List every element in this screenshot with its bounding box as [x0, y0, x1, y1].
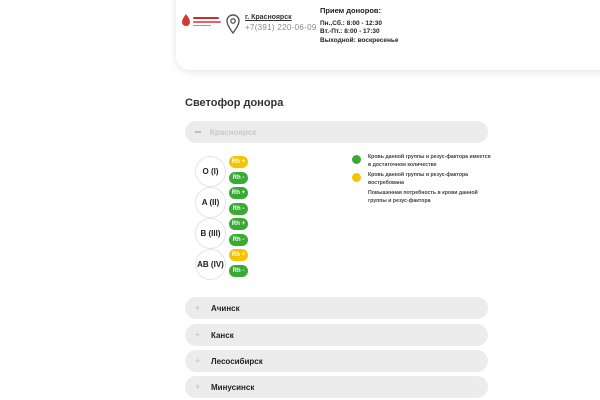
plus-icon: +: [195, 302, 201, 313]
rh-positive-badge: Rh +: [229, 218, 248, 230]
yellow-dot-icon: [352, 173, 361, 182]
blood-group-label: A (II): [195, 187, 226, 218]
rh-positive-badge: Rh +: [229, 187, 248, 199]
blood-drop-icon: [182, 14, 190, 26]
city-accordion[interactable]: [185, 297, 488, 319]
plus-icon: +: [195, 329, 201, 340]
city-accordion[interactable]: [185, 376, 488, 398]
city-name: Канск: [211, 330, 234, 340]
logo-line: [193, 21, 221, 23]
city-name: Ачинск: [211, 303, 240, 313]
hours-title: Прием доноров:: [320, 6, 382, 15]
plus-icon: +: [195, 381, 201, 392]
hours-row: Вт.-Пт.: 8:00 - 17:30: [320, 28, 380, 35]
logo-line: [193, 17, 219, 19]
blood-group-row: [195, 249, 255, 280]
city-accordion[interactable]: [185, 324, 488, 346]
rh-positive-badge: Rh +: [229, 249, 248, 261]
city-name: Лесосибирск: [211, 356, 263, 366]
legend-text: Кровь данной группы и резус-фактора имеется в достаточном количестве: [368, 154, 491, 168]
city-accordion-active[interactable]: [185, 121, 488, 143]
city-name: Минусинск: [211, 382, 255, 392]
blood-group-label: AB (IV): [195, 249, 226, 280]
city-link[interactable]: г. Красноярск: [245, 14, 292, 21]
section-title: Светофор донора: [185, 97, 284, 109]
blood-drop-logo-icon[interactable]: [182, 14, 222, 30]
minus-icon: [195, 131, 201, 133]
rh-negative-badge: Rh -: [229, 234, 248, 246]
logo-line: [193, 25, 211, 26]
city-name: Красноярск: [210, 127, 257, 137]
blood-group-row: [195, 218, 255, 249]
rh-negative-badge: Rh -: [229, 265, 248, 277]
green-dot-icon: [352, 155, 361, 164]
city-accordion[interactable]: [185, 350, 488, 372]
blood-group-label: B (III): [195, 218, 226, 249]
hours-row: Выходной: воскресенье: [320, 36, 399, 44]
blood-group-label: O (I): [195, 156, 226, 187]
location-pin-icon: [226, 14, 240, 34]
legend-text: Кровь данной группы и резус-фактора востребована: [368, 172, 469, 186]
donor-hours: [320, 7, 399, 45]
blood-group-row: [195, 156, 255, 187]
rh-negative-badge: Rh -: [229, 203, 248, 215]
rh-negative-badge: Rh -: [229, 172, 248, 184]
hours-row: Пн.,Сб.: 8:00 - 12:30: [320, 19, 383, 27]
plus-icon: +: [195, 355, 201, 366]
blood-group-row: [195, 187, 255, 218]
rh-positive-badge: Rh +: [229, 156, 248, 168]
legend-text: Повышенная потребность в крови данной группы и резус-фактора: [368, 190, 478, 204]
phone-number[interactable]: +7(391) 220-06-09: [245, 23, 317, 32]
